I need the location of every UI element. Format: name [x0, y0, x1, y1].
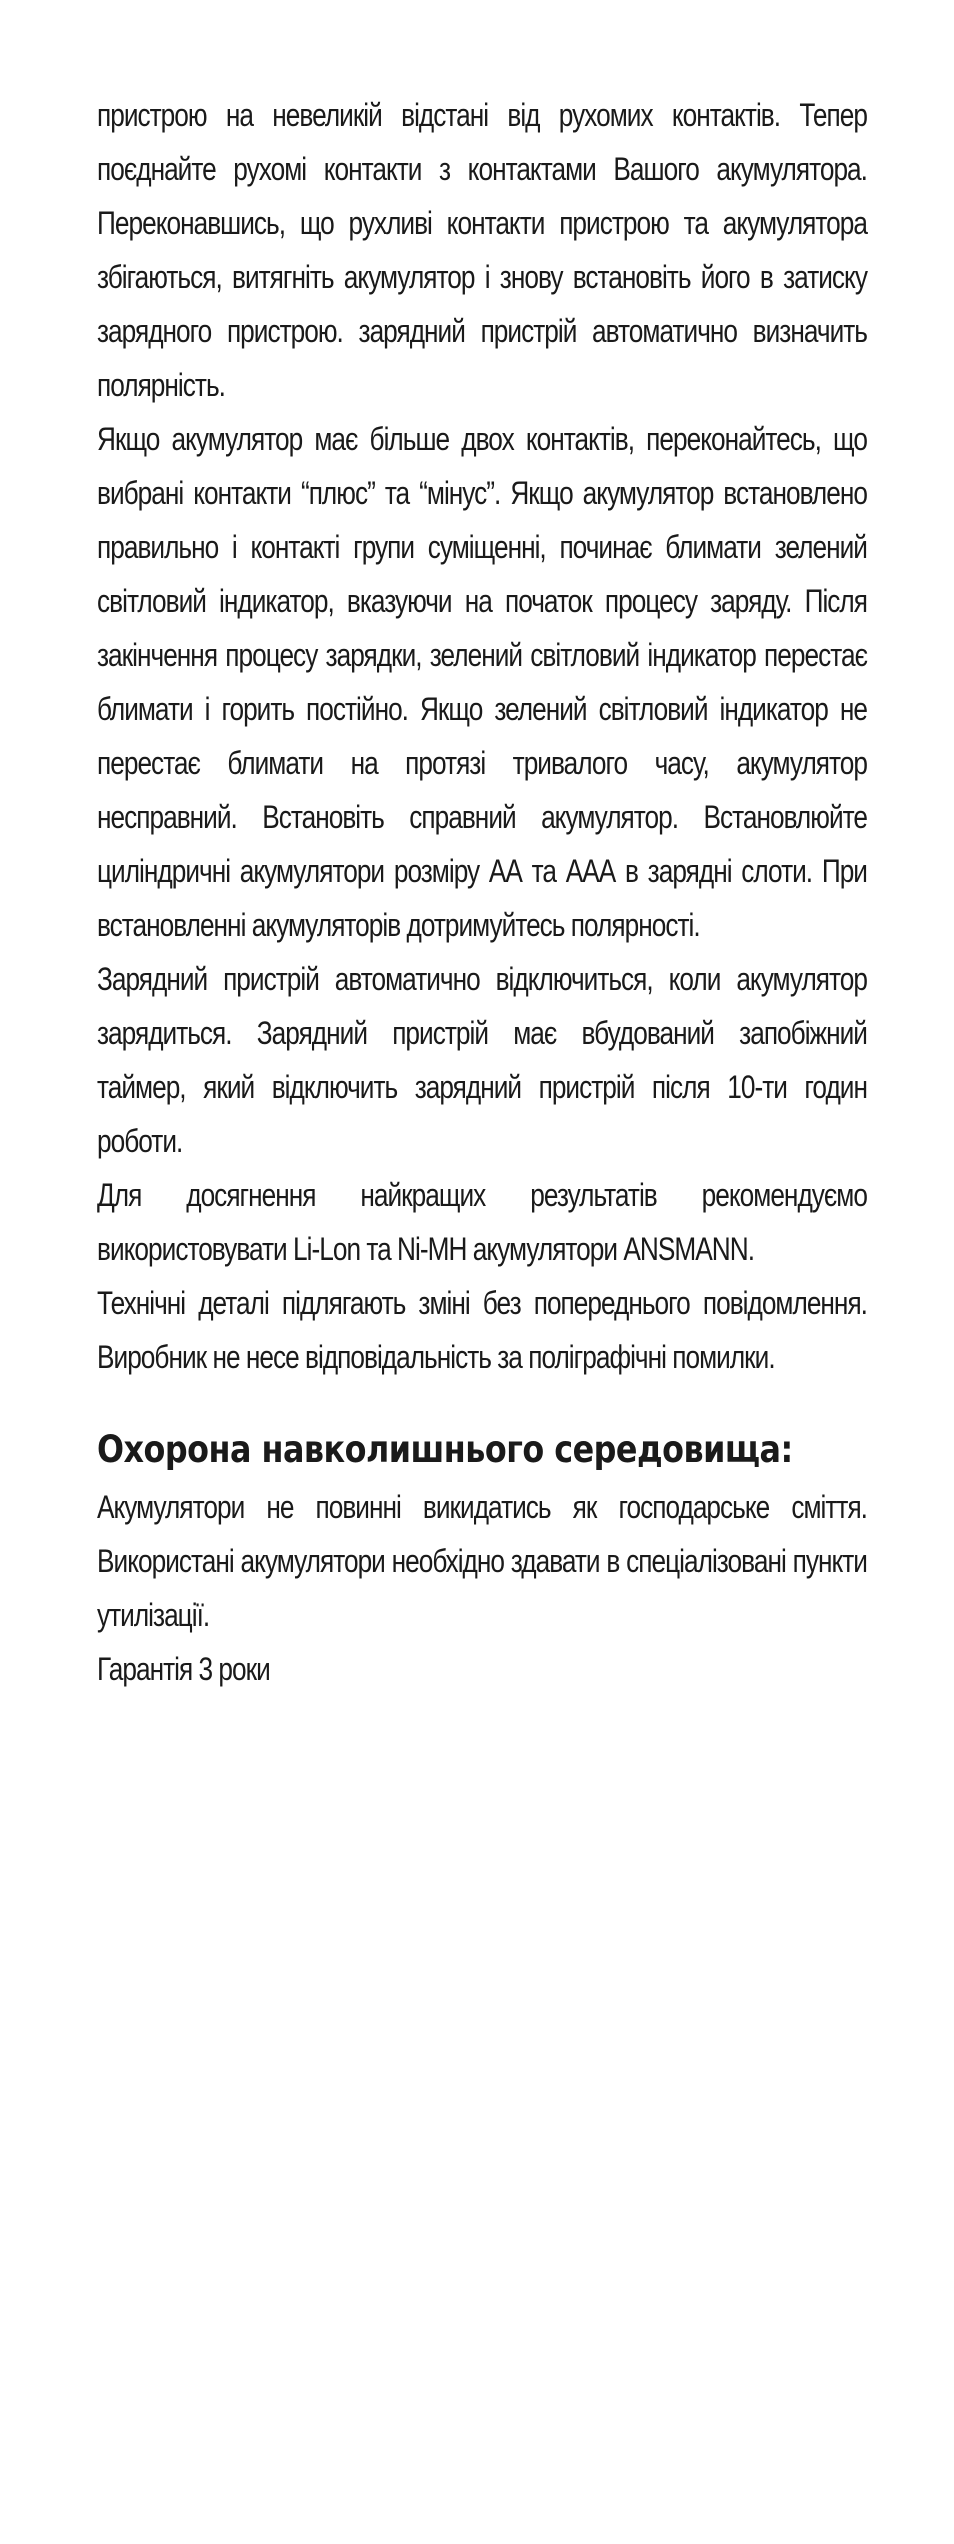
paragraph-disclaimer: Технічні деталі підлягають зміні без попереднього повідомлення. Виробник не несе відповідальність за поліграфічні помилки.: [97, 1285, 867, 1375]
environment-text: Акумулятори не повинні викидатись як господарське сміття. Використані акумулятори необхідно здавати в спеціалізовані пункти утилізації.: [97, 1489, 867, 1633]
warranty-text: Гарантія 3 роки: [97, 1651, 270, 1687]
paragraph-auto-shutoff: Зарядний пристрій автоматично відключиться, коли акумулятор зарядиться. Зарядний пристрій має вбудований запобіжний таймер, який відключить зарядний пристрій після 10-ти годин роботи.: [97, 961, 867, 1159]
paragraph-recommendation: Для досягнення найкращих результатів рекомендуємо використовувати Li-Lon та Ni-MH акумулятори ANSMANN.: [97, 1177, 867, 1267]
paragraph-contacts: пристрою на невеликій відстані від рухомих контактів. Тепер поєднайте рухомі контакти з контактами Вашого акумулятора. Переконавшись, що рухливі контакти пристрою та акумулятора збігаються, витягніть акумулятор і знову встановіть його в затиску зарядного пристрою. зарядний пристрій автоматично визначить полярність.: [97, 97, 867, 403]
document-page: [97, 88, 867, 1696]
charging-instructions: [97, 88, 867, 1384]
environment-heading: Охорона навколишнього середовища:: [97, 1428, 793, 1471]
paragraph-polarity-indicator: Якщо акумулятор має більше двох контактів, переконайтесь, що вибрані контакти “плюс” та “мінус”. Якщо акумулятор встановлено правильно і контакті групи суміщенні, починає блимати зелений світловий індикатор, вказуючи на початок процесу заряду. Після закінчення процесу зарядки, зелений світловий індикатор перестає блимати і горить постійно. Якщо зелений світловий індикатор не перестає блимати на протязі тривалого часу, акумулятор несправний. Встановіть справний акумулятор. Встановлюйте циліндричні акумулятори розміру АА та ААА в зарядні слоти. При встановленні акумуляторів дотримуйтесь полярності.: [97, 421, 867, 943]
